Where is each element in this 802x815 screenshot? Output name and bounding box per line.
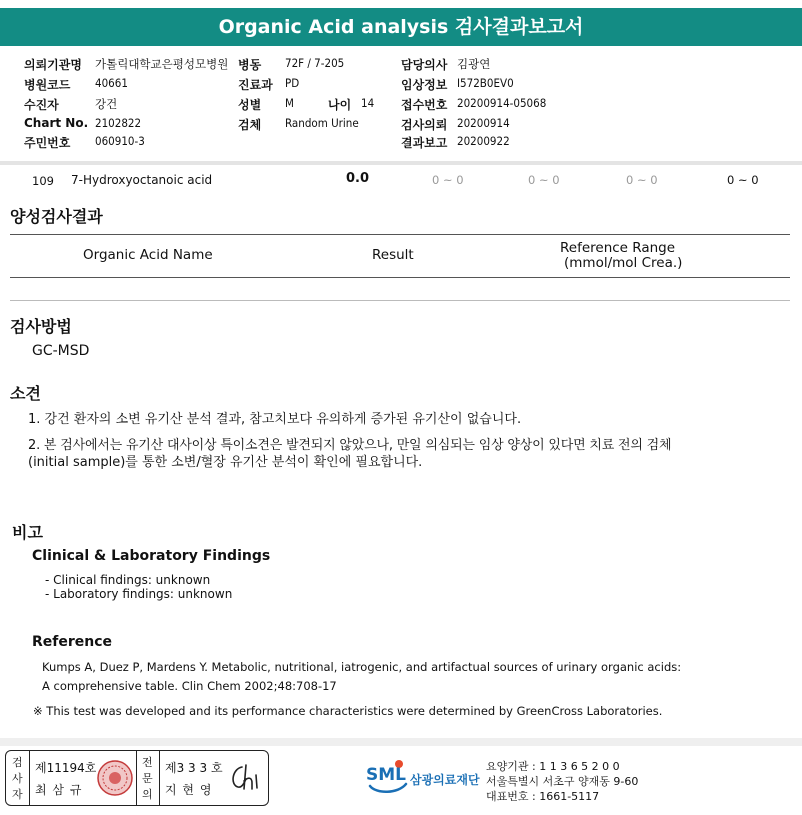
remarks-title: 비고: [12, 523, 43, 542]
label-hospital-code: 병원코드: [24, 78, 71, 92]
logo-text: SML: [366, 765, 406, 785]
positive-results-title: 양성검사결과: [10, 207, 103, 226]
value-patient: 강건: [95, 97, 118, 111]
clinical-findings-1: - Clinical findings: unknown: [45, 573, 211, 587]
signature-box: [5, 750, 269, 806]
value-ward: 72F / 7-205: [285, 56, 345, 70]
footer-divider: [0, 738, 802, 746]
label-sex: 성별: [238, 98, 262, 112]
method-title: 검사방법: [10, 317, 72, 336]
value-hospital-code: 40661: [95, 76, 128, 90]
label-clinical-info: 임상정보: [401, 78, 448, 92]
clinical-findings-2: - Laboratory findings: unknown: [45, 587, 233, 601]
row-range-1: 0 ~ 0: [432, 173, 464, 187]
column-header-result: Result: [372, 247, 414, 263]
value-result-report: 20200922: [457, 134, 510, 148]
table-top-rule: [10, 234, 790, 235]
label-institution: 의뢰기관명: [24, 58, 82, 72]
value-sex: M: [285, 96, 294, 110]
value-department: PD: [285, 76, 300, 90]
value-resident-no: 060910-3: [95, 134, 145, 148]
row-range-3: 0 ~ 0: [626, 173, 658, 187]
specialist-label-cell: [136, 751, 160, 805]
label-department: 진료과: [238, 78, 273, 92]
row-number: 109: [32, 174, 54, 188]
reference-line-1: Kumps A, Duez P, Mardens Y. Metabolic, nutritional, iatrogenic, and artifactual sources of urinary organic acids:: [42, 660, 682, 674]
row-acid-name: 7-Hydroxyoctanoic acid: [71, 173, 213, 187]
specialist-label-1: 전: [142, 756, 153, 769]
label-resident-no: 주민번호: [24, 136, 71, 150]
column-header-name: Organic Acid Name: [83, 247, 213, 263]
row-result: 0.0: [346, 171, 370, 186]
label-result-report: 결과보고: [401, 136, 448, 150]
label-age: 나이: [328, 98, 352, 112]
specialist-label-3: 의: [142, 788, 153, 801]
finding-item-1: 1. 강건 환자의 소변 유기산 분석 결과, 참고치보다 유의하게 증가된 유기산이 없습니다.: [28, 412, 522, 427]
finding-item-2a: 2. 본 검사에서는 유기산 대사이상 특이소견은 발견되지 않았으나, 만일 의심되는 임상 양상이 있다면 치료 전의 검체: [28, 438, 672, 453]
label-doctor: 담당의사: [401, 58, 448, 72]
report-title: Organic Acid analysis 검사결과보고서: [0, 8, 802, 46]
value-age: 14: [361, 96, 375, 110]
method-value: GC-MSD: [32, 343, 90, 359]
value-test-request: 20200914: [457, 116, 510, 130]
table-header-rule: [10, 277, 790, 278]
tester-name: 최 삼 규: [35, 783, 83, 797]
label-patient: 수진자: [24, 98, 59, 112]
organization-name: 삼광의료재단: [410, 773, 480, 787]
label-ward: 병동: [238, 58, 262, 72]
specialist-label-2: 문: [142, 772, 153, 785]
specialist-license-no: 제3 3 3 호: [165, 761, 223, 775]
column-header-reference: Reference Range: [560, 240, 676, 256]
organization-address: 서울특별시 서초구 양재동 9-60: [486, 775, 639, 788]
row-range-2: 0 ~ 0: [528, 173, 560, 187]
header-divider: [0, 161, 802, 165]
clinical-findings-title: Clinical & Laboratory Findings: [32, 548, 271, 564]
reference-title: Reference: [32, 634, 113, 650]
label-receipt-no: 접수번호: [401, 98, 448, 112]
table-bottom-rule: [10, 300, 790, 301]
finding-item-2b: (initial sample)를 통한 소변/혈장 유기산 분석이 확인에 필요합니다.: [28, 455, 423, 470]
findings-title: 소견: [10, 384, 41, 403]
sml-logo: [366, 756, 410, 800]
value-clinical-info: I572B0EV0: [457, 76, 514, 90]
label-specimen: 검체: [238, 118, 262, 132]
value-specimen: Random Urine: [285, 116, 359, 130]
disclaimer-note: ※ This test was developed and its performance characteristics were determined by GreenCross Laboratories.: [33, 704, 663, 718]
reference-line-2: A comprehensive table. Clin Chem 2002;48:708-17: [42, 679, 337, 693]
column-header-unit: (mmol/mol Crea.): [564, 255, 683, 271]
tester-seal-stamp: [96, 759, 134, 801]
value-doctor: 김광연: [457, 57, 491, 71]
tester-license-no: 제11194호: [35, 761, 97, 775]
tester-label-2: 사: [12, 772, 23, 785]
value-chart-no: 2102822: [95, 116, 142, 130]
signature-mark: [226, 761, 264, 799]
row-range-4: 0 ~ 0: [727, 173, 759, 187]
value-institution: 가톨릭대학교은평성모병원: [95, 57, 229, 71]
tester-label-1: 검: [12, 756, 23, 769]
label-test-request: 검사의뢰: [401, 118, 448, 132]
value-receipt-no: 20200914-05068: [457, 96, 547, 110]
tester-label-3: 자: [12, 788, 23, 801]
specialist-name: 지 현 영: [165, 783, 213, 797]
organization-phone: 대표번호 : 1661-5117: [486, 790, 600, 803]
organization-number: 요양기관 : 1 1 3 6 5 2 0 0: [486, 760, 620, 773]
label-chart-no: Chart No.: [24, 116, 89, 130]
tester-label-cell: [6, 751, 30, 805]
